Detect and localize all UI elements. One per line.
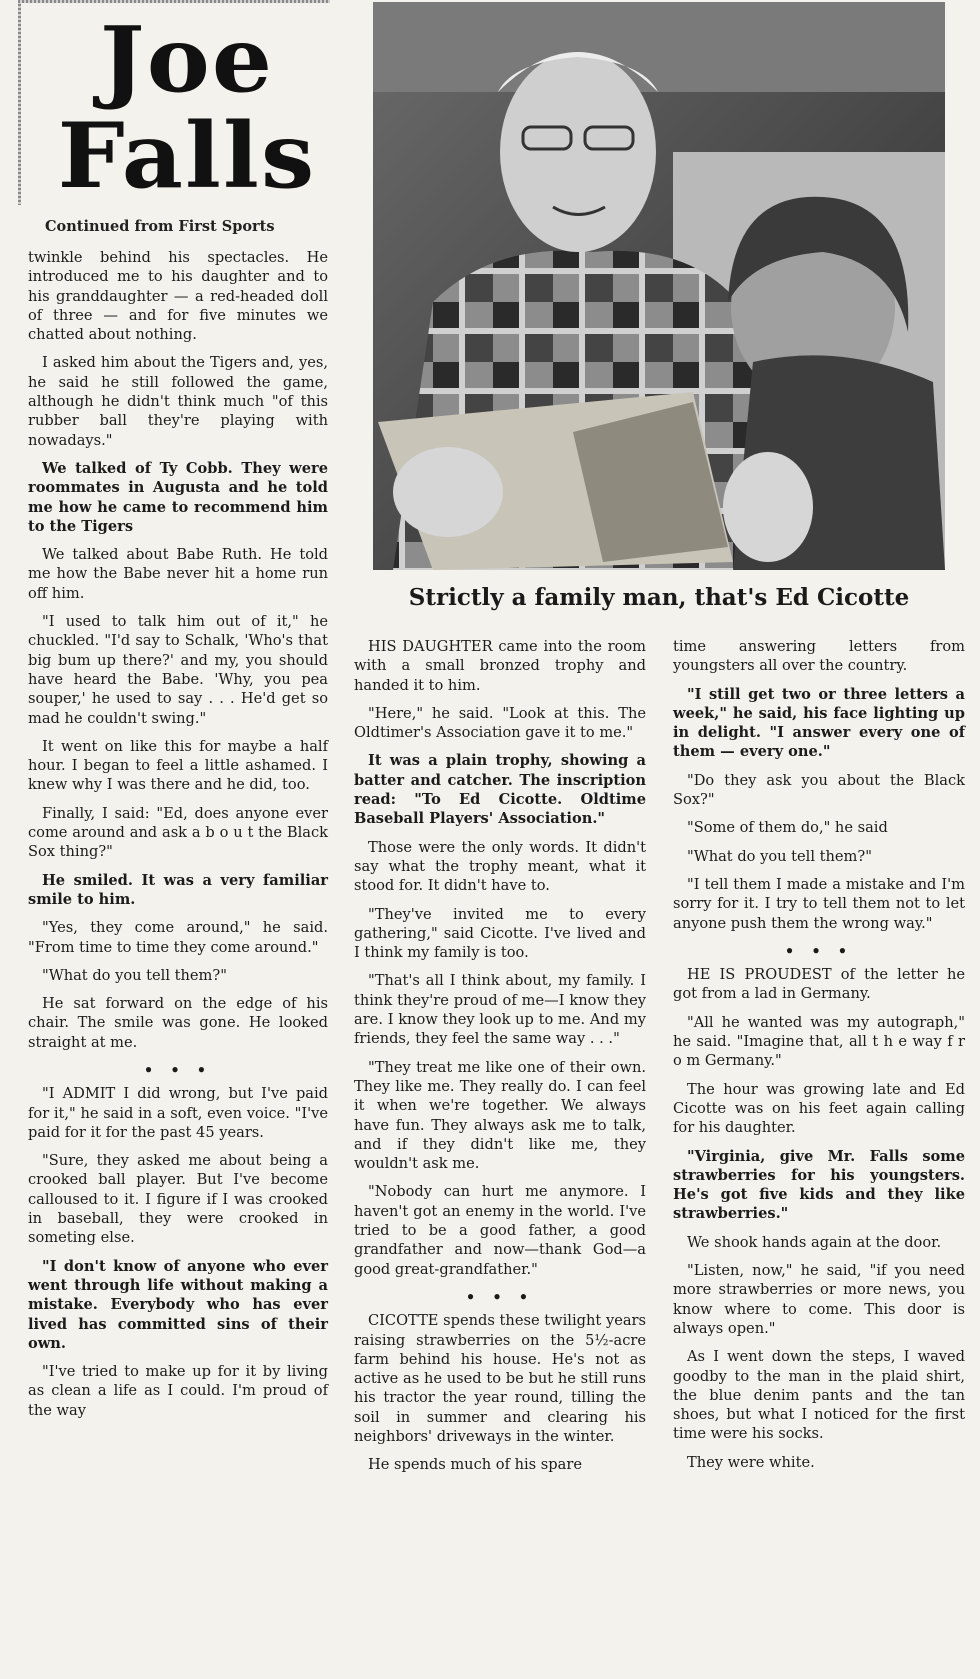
section-break: • • • [465, 1288, 535, 1306]
article-paragraph: "They've invited me to every gathering," said Cicotte. I've lived and I think my family is too. [354, 905, 646, 962]
article-paragraph: "Here," he said. "Look at this. The Oldtimer's Association gave it to me." [354, 704, 646, 742]
article-paragraph: Finally, I said: "Ed, does anyone ever come around and ask a b o u t the Black Sox thing?" [28, 804, 328, 861]
article-paragraph: CICOTTE spends these twilight years raising strawberries on the 5½-acre farm behind his house. He's not as active as he used to be but he still runs his tractor the year round, tilling the soil in summer and clearing his neighbors' driveways in the winter. [354, 1312, 646, 1445]
article-paragraph: "Sure, they asked me about being a crooked ball player. But I've become calloused to it. I figure if I was crooked in baseball, they were crooked in someting else. [28, 1152, 328, 1247]
article-paragraph: "Some of them do," he said [687, 819, 888, 837]
article-paragraph: "I used to talk him out of it," he chuckled. "I'd say to Schalk, 'Who's that big bum up there?' and my, you should have heard the Babe. 'Why, you pea souper,' he used to say . . . He'd get so mad he couldn't swing." [28, 613, 328, 727]
article-paragraph: time answering letters from youngsters all over the country. [673, 638, 965, 675]
news-photo [373, 2, 945, 570]
article-paragraph: He spends much of his spare [368, 1456, 582, 1474]
photo-caption: Strictly a family man, that's Ed Cicotte [408, 584, 910, 611]
article-paragraph: "Yes, they come around," he said. "From time to time they come around." [28, 919, 328, 956]
article-paragraph: "Do they ask you about the Black Sox?" [673, 771, 965, 809]
article-paragraph: "Virginia, give Mr. Falls some strawberries for his youngsters. He's got five kids and they like strawberries." [673, 1147, 965, 1223]
section-break: • • • [784, 942, 854, 960]
masthead-line-2: Falls [57, 103, 317, 209]
article-paragraph: He sat forward on the edge of his chair. The smile was gone. He looked straight at me. [28, 995, 328, 1051]
section-break: • • • [143, 1061, 213, 1079]
article-paragraph: "I tell them I made a mistake and I'm sorry for it. I try to tell them not to let anyone push them the wrong way." [673, 875, 965, 932]
article-paragraph: HIS DAUGHTER came into the room with a small bronzed trophy and handed it to him. [354, 638, 646, 694]
article-paragraph: It went on like this for maybe a half hour. I began to feel a little ashamed. I knew why I was there and he did, too. [28, 737, 328, 794]
article-paragraph: He smiled. It was a very familiar smile to him. [28, 871, 328, 908]
article-paragraph: HE IS PROUDEST of the letter he got from a lad in Germany. [673, 966, 965, 1003]
article-paragraph: "All he wanted was my autograph," he said. "Imagine that, all t h e way f r o m Germany." [673, 1013, 965, 1070]
top-rule [18, 0, 330, 3]
article-paragraph: They were white. [687, 1453, 815, 1471]
article-column-3 [673, 637, 965, 1481]
article-column-2 [354, 637, 646, 1484]
article-paragraph: It was a plain trophy, showing a batter and catcher. The inscription read: "To Ed Cicotte. Oldtime Baseball Players' Association." [354, 752, 646, 828]
masthead-line-1: Joe [99, 7, 275, 113]
article-paragraph: "Nobody can hurt me anymore. I haven't got an enemy in the world. I've tried to be a good father, a good grandfather and now—thank God—a good great-grandfather." [354, 1183, 646, 1278]
photo-illustration [373, 2, 945, 570]
article-paragraph: "That's all I think about, my family. I think they're proud of me—I know they are. I know they look up to me. And my friends, they feel the same way . . ." [354, 972, 646, 1048]
article-paragraph: "They treat me like one of their own. They like me. They really do. I can feel it when we're together. We always have fun. They always ask me to talk, and if they didn't like me, they wouldn't ask me. [354, 1058, 646, 1173]
article-paragraph: We talked of Ty Cobb. They were roommates in Augusta and he told me how he came to recommend him to the Tigers [28, 459, 328, 535]
article-paragraph: twinkle behind his spectacles. He introduced me to his daughter and to his granddaughter — a red-headed doll of three — and for five minutes we chatted about nothing. [28, 249, 328, 344]
article-paragraph: "I've tried to make up for it by living as clean a life as I could. I'm proud of the way [28, 1363, 328, 1419]
article-paragraph: Those were the only words. It didn't say what the trophy meant, what it stood for. It didn't have to. [354, 838, 646, 895]
article-paragraph: "What do you tell them?" [42, 966, 227, 984]
article-paragraph: "Listen, now," he said, "if you need more strawberries or more news, you know where to come. This door is always open." [673, 1262, 965, 1337]
continued-note: Continued from First Sports [45, 218, 275, 235]
article-paragraph: "I don't know of anyone who ever went through life without making a mistake. Everybody who has ever lived has committed sins of their own. [28, 1257, 328, 1352]
article-paragraph: "I ADMIT I did wrong, but I've paid for it," he said in a soft, even voice. "I've paid for it for the past 45 years. [28, 1085, 328, 1141]
article-paragraph: I asked him about the Tigers and, yes, he said he still followed the game, although he didn't think much "of this rubber ball they're playing with nowadays." [28, 354, 328, 449]
article-paragraph: As I went down the steps, I waved goodby to the man in the plaid shirt, the blue denim pants and the tan shoes, but what I noticed for the first time were his socks. [673, 1348, 965, 1443]
article-paragraph: We talked about Babe Ruth. He told me how the Babe never hit a home run off him. [28, 546, 328, 602]
article-paragraph: "I still get two or three letters a week," he said, his face lighting up in delight. "I answer every one of them — every one." [673, 685, 965, 761]
article-paragraph: The hour was growing late and Ed Cicotte was on his feet again calling for his daughter. [673, 1080, 965, 1137]
columnist-masthead [28, 7, 346, 209]
article-column-1 [28, 248, 328, 1429]
article-paragraph: We shook hands again at the door. [687, 1233, 942, 1251]
article-paragraph: "What do you tell them?" [687, 847, 872, 865]
